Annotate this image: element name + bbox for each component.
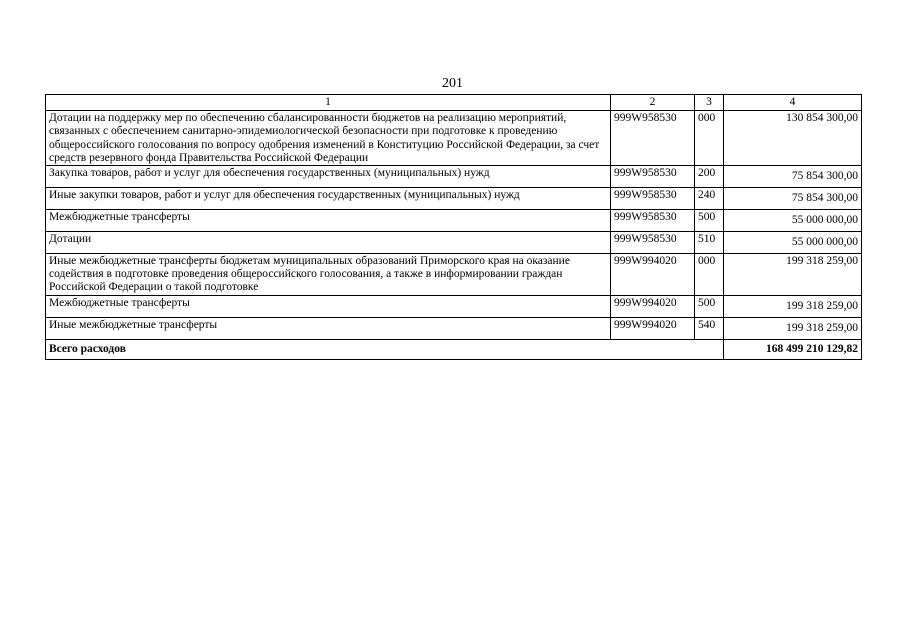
total-row: [46, 339, 862, 359]
budget-table: [45, 94, 862, 360]
row-name: Иные закупки товаров, работ и услуг для обеспечения государственных (муниципальных) нужд: [46, 188, 611, 210]
table-row: [46, 295, 862, 317]
table-row: [46, 210, 862, 232]
row-kind: 200: [695, 166, 724, 188]
row-amount: 55 000 000,00: [724, 232, 862, 254]
row-kind: 000: [695, 111, 724, 166]
row-amount: 199 318 259,00: [724, 295, 862, 317]
row-code: 999W958530: [611, 210, 695, 232]
row-name: Закупка товаров, работ и услуг для обеспечения государственных (муниципальных) нужд: [46, 166, 611, 188]
header-col-1: 1: [46, 95, 611, 111]
row-name: Иные межбюджетные трансферты бюджетам муниципальных образований Приморского края на оказание содействия в подготовке проведения общероссийского голосования, а также в информировании граждан Российской Федерации о такой подготовке: [46, 254, 611, 296]
row-kind: 500: [695, 210, 724, 232]
table-header-row: [46, 95, 862, 111]
row-amount: 55 000 000,00: [724, 210, 862, 232]
header-col-2: 2: [611, 95, 695, 111]
row-code: 999W994020: [611, 254, 695, 296]
table-row: [46, 188, 862, 210]
table-row: [46, 166, 862, 188]
row-code: 999W994020: [611, 295, 695, 317]
row-amount: 199 318 259,00: [724, 254, 862, 296]
header-col-3: 3: [695, 95, 724, 111]
table-row: [46, 317, 862, 339]
row-kind: 540: [695, 317, 724, 339]
row-amount: 199 318 259,00: [724, 317, 862, 339]
total-amount: 168 499 210 129,82: [724, 339, 862, 359]
header-col-4: 4: [724, 95, 862, 111]
row-name: Дотации: [46, 232, 611, 254]
row-code: 999W958530: [611, 232, 695, 254]
total-label: Всего расходов: [46, 339, 724, 359]
row-kind: 000: [695, 254, 724, 296]
row-kind: 240: [695, 188, 724, 210]
row-name: Межбюджетные трансферты: [46, 210, 611, 232]
row-amount: 130 854 300,00: [724, 111, 862, 166]
row-amount: 75 854 300,00: [724, 166, 862, 188]
table-row: [46, 254, 862, 296]
table-row: [46, 111, 862, 166]
row-code: 999W958530: [611, 188, 695, 210]
row-name: Межбюджетные трансферты: [46, 295, 611, 317]
row-code: 999W994020: [611, 317, 695, 339]
row-code: 999W958530: [611, 111, 695, 166]
row-amount: 75 854 300,00: [724, 188, 862, 210]
row-name: Иные межбюджетные трансферты: [46, 317, 611, 339]
table-row: [46, 232, 862, 254]
row-code: 999W958530: [611, 166, 695, 188]
row-name: Дотации на поддержку мер по обеспечению сбалансированности бюджетов на реализацию мероприятий, связанных с обеспечением санитарно-эпидемиологической безопасности при подготовке к проведению общероссийского голосования по вопросу одобрения изменений в Конституцию Российской Федерации, за счет средств резервного фонда Правительства Российской Федерации: [46, 111, 611, 166]
row-kind: 510: [695, 232, 724, 254]
page-number: 201: [442, 76, 463, 91]
row-kind: 500: [695, 295, 724, 317]
